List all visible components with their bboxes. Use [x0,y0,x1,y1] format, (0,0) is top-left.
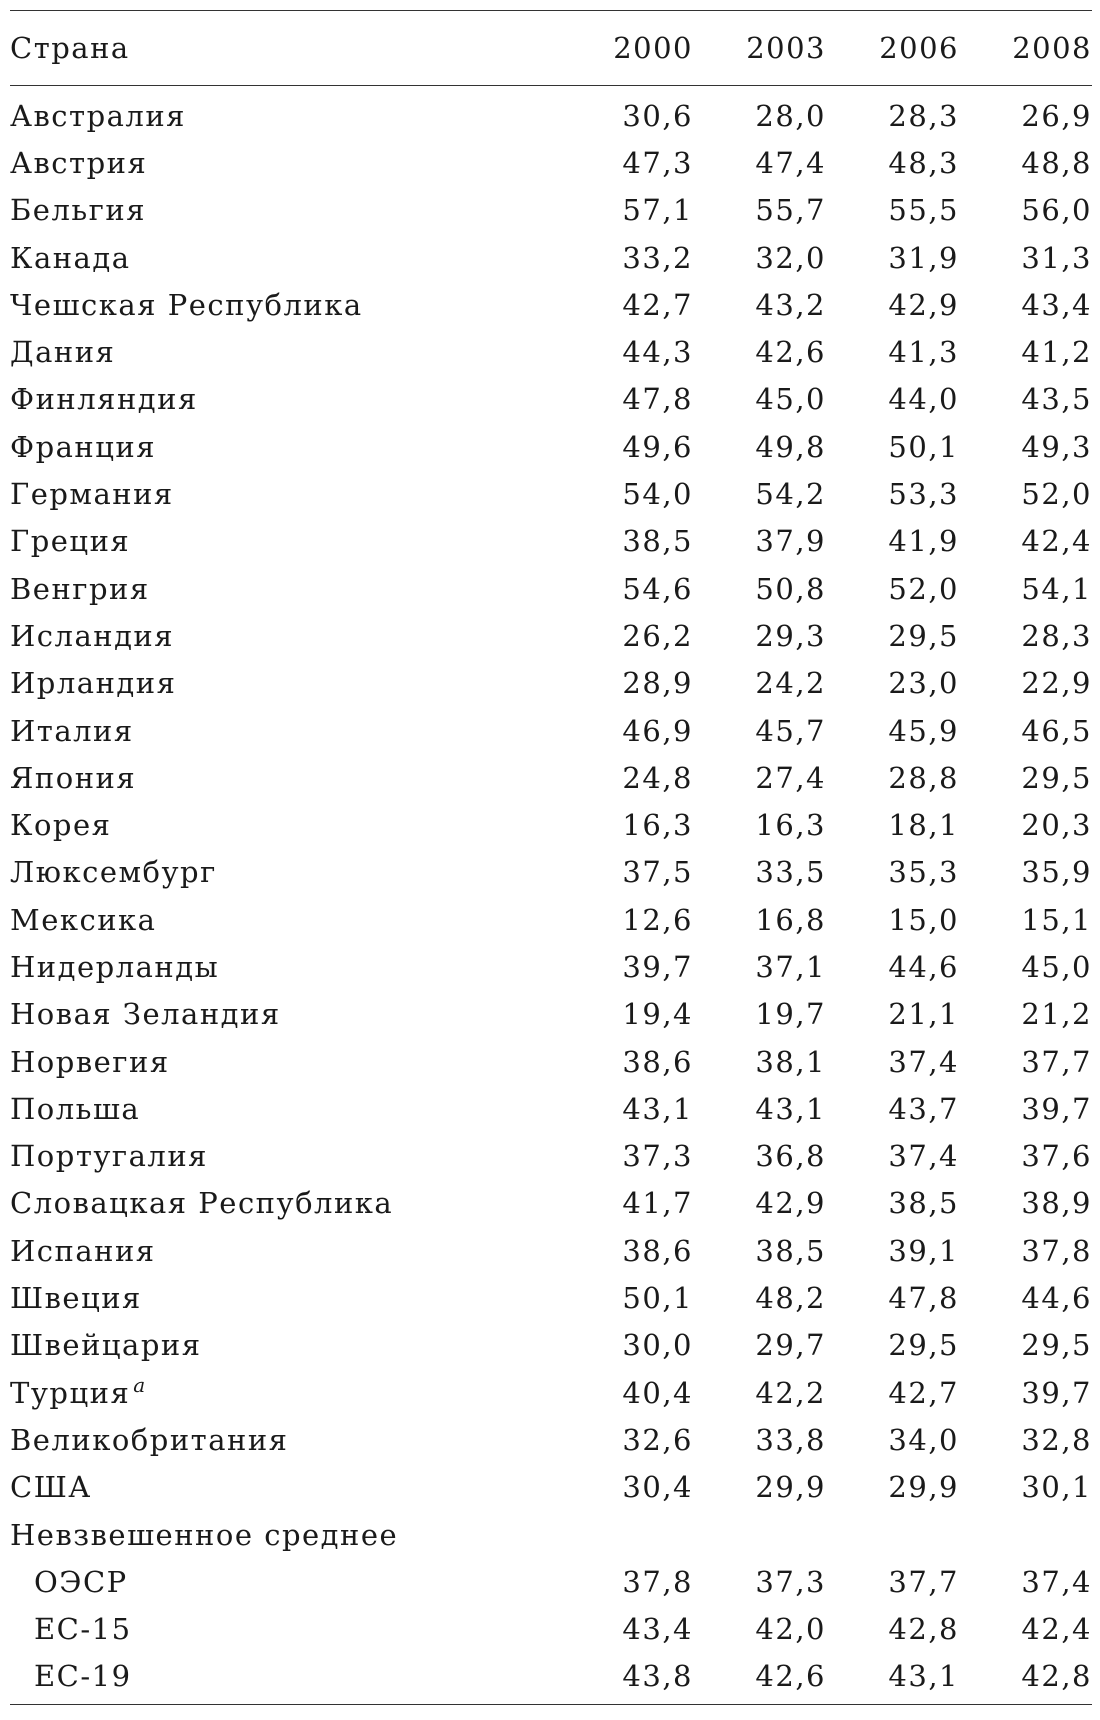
value-cell: 42,6 [755,335,826,370]
value-cell: 40,4 [622,1375,693,1410]
value-cell: 18,1 [888,808,959,843]
value-cell: 12,6 [622,902,693,937]
value-cell: 53,3 [888,477,959,512]
table-row [10,1133,1092,1180]
value-cell: 32,8 [1021,1422,1092,1457]
country-name: Дания [10,335,116,370]
table-row [10,896,1092,943]
country-cell [10,281,560,328]
value-cell: 16,3 [755,808,826,843]
country-cell [10,1558,560,1605]
table-row [10,1180,1092,1227]
value-cell: 43,1 [755,1091,826,1126]
table-row [10,518,1092,565]
value-cell: 49,3 [1021,429,1092,464]
country-cell [10,612,560,659]
value-cell: 47,4 [755,145,826,180]
country-name: Турция [10,1375,131,1410]
value-cell: 29,3 [755,618,826,653]
header-year-2003: 2003 [746,31,826,65]
value-cell: 48,3 [888,145,959,180]
table-row [10,86,1092,139]
country-name: Ирландия [10,666,177,701]
value-cell: 32,0 [755,240,826,275]
value-cell: 26,2 [622,618,693,653]
value-cell: 37,8 [622,1564,693,1599]
table-row [10,281,1092,328]
table-row [10,991,1092,1038]
value-cell: 28,8 [888,760,959,795]
header-year-2008: 2008 [1012,31,1092,65]
tax-revenue-table [10,11,1092,85]
country-name: Венгрия [10,571,150,606]
country-name: США [10,1470,92,1505]
value-cell: 42,2 [755,1375,826,1410]
country-name: Греция [10,524,131,559]
country-name: ЕС-19 [34,1659,132,1694]
country-cell [10,470,560,517]
country-cell [10,423,560,470]
value-cell: 55,5 [888,193,959,228]
value-cell: 37,1 [755,949,826,984]
value-cell: 45,0 [755,382,826,417]
value-cell: 27,4 [755,760,826,795]
country-name: Корея [10,808,112,843]
table-row [10,1274,1092,1321]
value-cell: 29,5 [888,1328,959,1363]
country-cell [10,187,560,234]
country-name: Португалия [10,1139,208,1174]
value-cell: 54,1 [1021,571,1092,606]
value-cell: 47,8 [622,382,693,417]
country-name: Франция [10,429,157,464]
value-cell: 33,2 [622,240,693,275]
value-cell: 37,4 [888,1044,959,1079]
table-row [10,234,1092,281]
value-cell: 37,4 [888,1139,959,1174]
country-name: ЕС-15 [34,1612,132,1647]
value-cell: 28,3 [888,98,959,133]
country-name: Нидерланды [10,949,220,984]
value-cell: 37,9 [755,524,826,559]
value-cell: 57,1 [622,193,693,228]
value-cell: 41,9 [888,524,959,559]
empty-cell [560,1511,693,1558]
header-year-2000: 2000 [613,31,693,65]
country-cell [10,139,560,186]
data-table-container [10,10,1092,1705]
value-cell: 37,8 [1021,1233,1092,1268]
value-cell: 38,5 [755,1233,826,1268]
value-cell: 49,6 [622,429,693,464]
value-cell: 39,7 [1021,1091,1092,1126]
value-cell: 28,3 [1021,618,1092,653]
value-cell: 16,8 [755,902,826,937]
value-cell: 56,0 [1021,193,1092,228]
value-cell: 19,4 [622,997,693,1032]
value-cell: 42,0 [755,1612,826,1647]
value-cell: 21,2 [1021,997,1092,1032]
country-cell [10,1038,560,1085]
value-cell: 33,5 [755,855,826,890]
table-row [10,470,1092,517]
value-cell: 44,3 [622,335,693,370]
value-cell: 35,9 [1021,855,1092,890]
country-name: Финляндия [10,382,198,417]
value-cell: 26,9 [1021,98,1092,133]
header-country: Страна [10,31,130,65]
value-cell: 43,2 [755,287,826,322]
value-cell: 43,8 [622,1659,693,1694]
value-cell: 38,6 [622,1233,693,1268]
value-cell: 43,5 [1021,382,1092,417]
table-row [10,1085,1092,1132]
table-row [10,328,1092,375]
value-cell: 42,9 [755,1186,826,1221]
country-cell [10,376,560,423]
value-cell: 29,9 [755,1470,826,1505]
value-cell: 43,4 [622,1612,693,1647]
value-cell: 52,0 [1021,477,1092,512]
table-row [10,754,1092,801]
value-cell: 29,5 [888,618,959,653]
country-name: Бельгия [10,193,147,228]
value-cell: 37,7 [888,1564,959,1599]
table-row [10,1038,1092,1085]
value-cell: 15,0 [888,902,959,937]
table-row [10,1653,1092,1704]
value-cell: 37,4 [1021,1564,1092,1599]
value-cell: 54,6 [622,571,693,606]
value-cell: 37,5 [622,855,693,890]
table-body [10,86,1092,1704]
country-name: Новая Зеландия [10,997,281,1032]
value-cell: 38,1 [755,1044,826,1079]
value-cell: 46,9 [622,713,693,748]
table-row [10,943,1092,990]
country-name: Мексика [10,902,157,937]
country-cell [10,565,560,612]
value-cell: 24,2 [755,666,826,701]
value-cell: 33,8 [755,1422,826,1457]
footnote-marker: a [133,1373,147,1397]
value-cell: 20,3 [1021,808,1092,843]
country-name: Австралия [10,98,186,133]
value-cell: 39,7 [1021,1375,1092,1410]
value-cell: 42,4 [1021,524,1092,559]
value-cell: 29,7 [755,1328,826,1363]
value-cell: 29,5 [1021,1328,1092,1363]
value-cell: 50,8 [755,571,826,606]
table-row [10,1558,1092,1605]
table-row [10,707,1092,754]
value-cell: 49,8 [755,429,826,464]
value-cell: 15,1 [1021,902,1092,937]
country-cell [10,1606,560,1653]
country-cell [10,754,560,801]
value-cell: 38,5 [888,1186,959,1221]
value-cell: 54,2 [755,477,826,512]
value-cell: 38,6 [622,1044,693,1079]
country-cell [10,1464,560,1511]
value-cell: 38,5 [622,524,693,559]
value-cell: 45,0 [1021,949,1092,984]
value-cell: 39,1 [888,1233,959,1268]
table-row [10,1464,1092,1511]
table-row [10,1369,1092,1416]
value-cell: 42,8 [1021,1659,1092,1694]
value-cell: 38,9 [1021,1186,1092,1221]
value-cell: 50,1 [888,429,959,464]
country-cell [10,1133,560,1180]
country-cell [10,660,560,707]
table-row [10,423,1092,470]
country-cell [10,328,560,375]
country-name: Польша [10,1091,141,1126]
value-cell: 19,7 [755,997,826,1032]
table-row [10,187,1092,234]
empty-cell [826,1511,959,1558]
country-name: Швейцария [10,1328,202,1363]
value-cell: 46,5 [1021,713,1092,748]
country-cell [10,234,560,281]
value-cell: 36,8 [755,1139,826,1174]
value-cell: 16,3 [622,808,693,843]
bottom-rule [10,1704,1092,1705]
value-cell: 52,0 [888,571,959,606]
country-name: Исландия [10,618,175,653]
empty-cell [959,1511,1092,1558]
country-cell [10,1227,560,1274]
country-cell [10,1274,560,1321]
value-cell: 37,6 [1021,1139,1092,1174]
value-cell: 30,1 [1021,1470,1092,1505]
table-row [10,1322,1092,1369]
country-cell [10,1322,560,1369]
value-cell: 34,0 [888,1422,959,1457]
value-cell: 31,3 [1021,240,1092,275]
value-cell: 45,7 [755,713,826,748]
country-cell [10,707,560,754]
country-name: Германия [10,477,174,512]
value-cell: 32,6 [622,1422,693,1457]
value-cell: 50,1 [622,1281,693,1316]
country-name: Норвегия [10,1044,170,1079]
country-name: ОЭСР [34,1564,128,1599]
value-cell: 45,9 [888,713,959,748]
country-cell [10,1180,560,1227]
country-name: Великобритания [10,1422,289,1457]
value-cell: 43,1 [888,1659,959,1694]
value-cell: 30,4 [622,1470,693,1505]
value-cell: 37,3 [755,1564,826,1599]
country-name: Чешская Республика [10,287,363,322]
header-row [10,11,1092,85]
country-cell [10,1416,560,1463]
country-cell [10,1653,560,1704]
value-cell: 43,4 [1021,287,1092,322]
country-cell [10,1369,560,1416]
country-name: Люксембург [10,855,217,890]
country-cell [10,896,560,943]
value-cell: 41,3 [888,335,959,370]
country-cell [10,1085,560,1132]
value-cell: 42,7 [888,1375,959,1410]
country-cell [10,518,560,565]
country-cell [10,801,560,848]
value-cell: 35,3 [888,855,959,890]
value-cell: 42,7 [622,287,693,322]
value-cell: 23,0 [888,666,959,701]
country-name: Словацкая Республика [10,1186,394,1221]
value-cell: 47,8 [888,1281,959,1316]
value-cell: 42,8 [888,1612,959,1647]
table-row [10,1416,1092,1463]
value-cell: 43,1 [622,1091,693,1126]
country-name: Испания [10,1233,156,1268]
table-row [10,849,1092,896]
value-cell: 21,1 [888,997,959,1032]
value-cell: 55,7 [755,193,826,228]
value-cell: 29,5 [1021,760,1092,795]
table-row [10,1606,1092,1653]
value-cell: 28,9 [622,666,693,701]
table-row [10,565,1092,612]
table-row [10,139,1092,186]
country-name: Канада [10,240,131,275]
value-cell: 29,9 [888,1470,959,1505]
empty-cell [693,1511,826,1558]
table-row [10,612,1092,659]
value-cell: 48,8 [1021,145,1092,180]
value-cell: 42,6 [755,1659,826,1694]
table-row [10,801,1092,848]
value-cell: 43,7 [888,1091,959,1126]
value-cell: 42,9 [888,287,959,322]
value-cell: 44,0 [888,382,959,417]
table-row [10,660,1092,707]
value-cell: 41,7 [622,1186,693,1221]
value-cell: 31,9 [888,240,959,275]
value-cell: 54,0 [622,477,693,512]
group-label-row [10,1511,1092,1558]
country-cell [10,943,560,990]
value-cell: 30,0 [622,1328,693,1363]
value-cell: 41,2 [1021,335,1092,370]
country-name: Швеция [10,1281,142,1316]
value-cell: 42,4 [1021,1612,1092,1647]
country-name: Австрия [10,145,148,180]
value-cell: 37,3 [622,1139,693,1174]
value-cell: 44,6 [888,949,959,984]
group-label: Невзвешенное среднее [10,1517,399,1552]
value-cell: 48,2 [755,1281,826,1316]
table-row [10,1227,1092,1274]
value-cell: 22,9 [1021,666,1092,701]
country-cell [10,991,560,1038]
value-cell: 28,0 [755,98,826,133]
value-cell: 37,7 [1021,1044,1092,1079]
country-name: Япония [10,760,137,795]
value-cell: 44,6 [1021,1281,1092,1316]
country-cell [10,86,560,139]
value-cell: 24,8 [622,760,693,795]
header-year-2006: 2006 [879,31,959,65]
country-cell [10,849,560,896]
table-row [10,376,1092,423]
value-cell: 30,6 [622,98,693,133]
country-name: Италия [10,713,134,748]
value-cell: 47,3 [622,145,693,180]
value-cell: 39,7 [622,949,693,984]
